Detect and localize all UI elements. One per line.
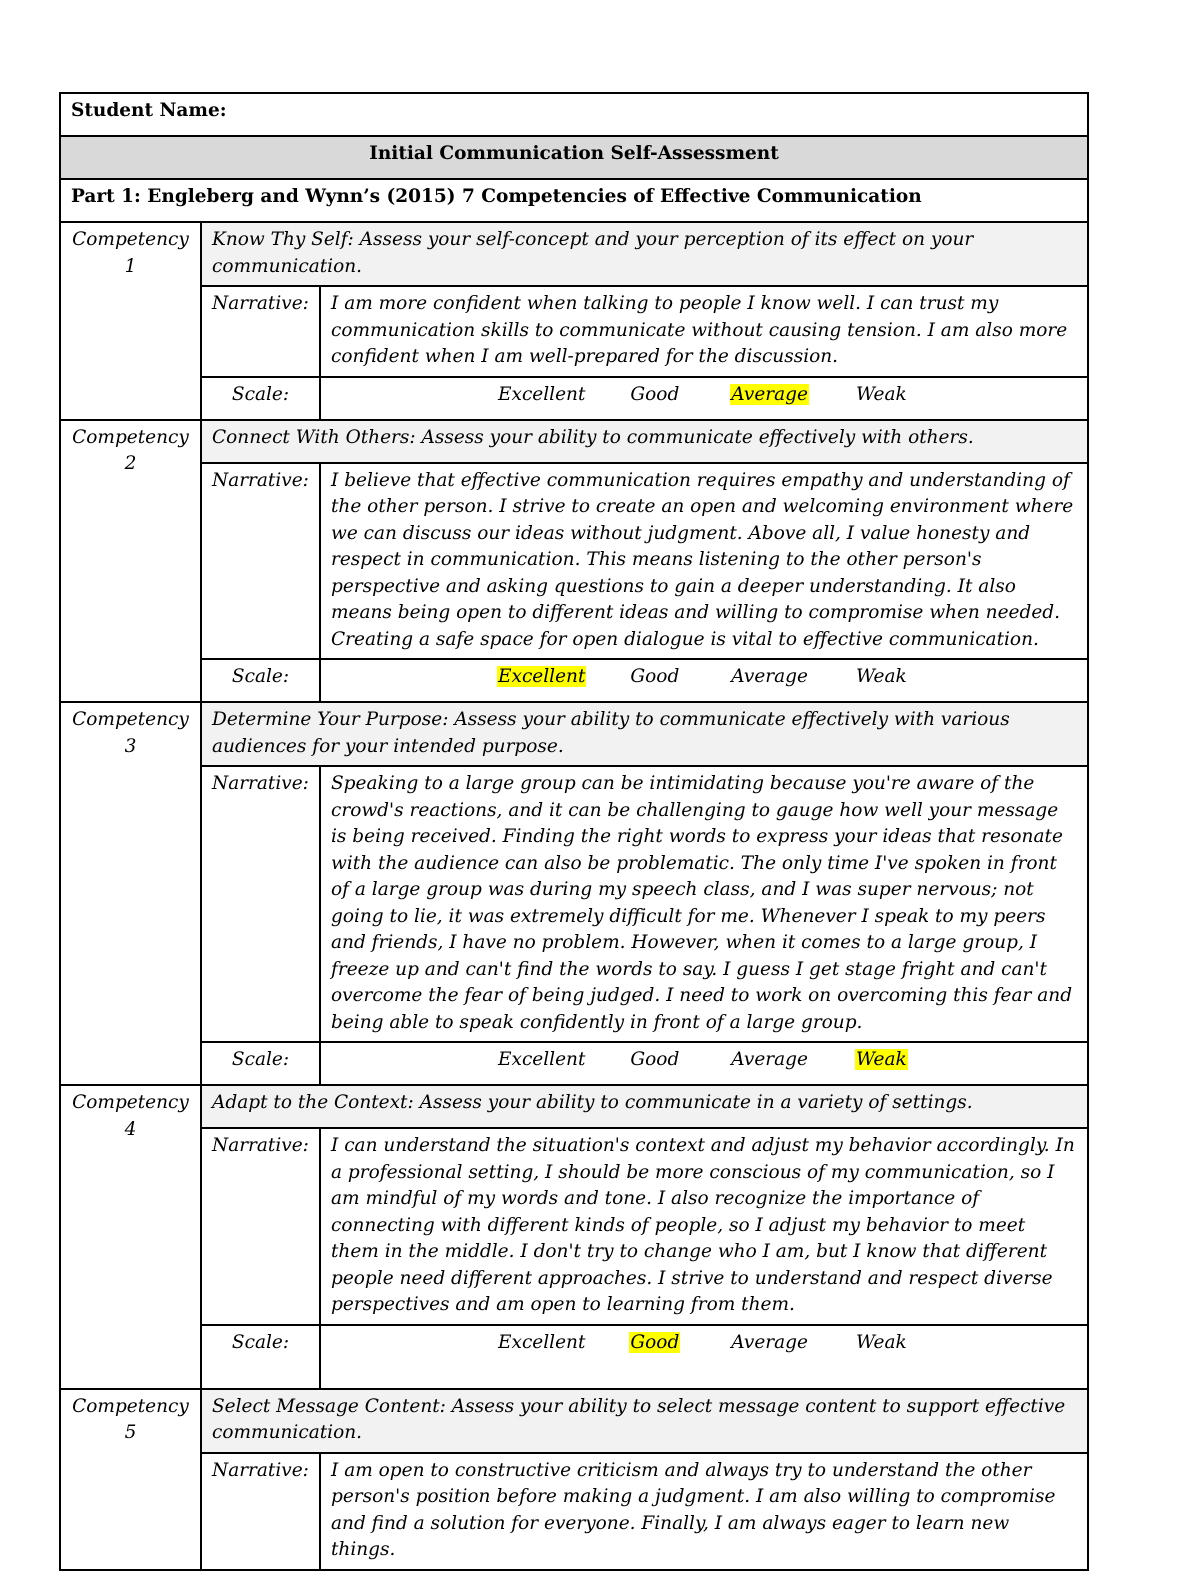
scale-option-good: Good (630, 383, 680, 405)
competency-1-description: Know Thy Self: Assess your self-concept and your perception of its effect on your communication. (201, 222, 1088, 286)
scale-option-weak: Weak (855, 1331, 907, 1353)
self-assessment-table (59, 92, 1089, 1571)
scale-option-average: Average (731, 1049, 808, 1070)
scale-option-good: Good (630, 1331, 680, 1353)
competency-4-description: Adapt to the Context: Assess your ability to communicate in a variety of settings. (201, 1085, 1088, 1128)
competency-2-description: Connect With Others: Assess your ability to communicate effectively with others. (201, 420, 1088, 463)
scale-option-excellent: Excellent (498, 383, 586, 405)
part1-heading: Part 1: Engleberg and Wynn’s (2015) 7 Competencies of Effective Communication (60, 179, 1088, 222)
scale-label: Scale: (201, 1325, 320, 1389)
page-title: Initial Communication Self-Assessment (60, 136, 1088, 179)
narrative-label: Narrative: (201, 1453, 320, 1570)
competency-2-label: Competency 2 (60, 420, 201, 703)
scale-option-average: Average (731, 1331, 808, 1353)
scale-option-excellent: Excellent (498, 666, 586, 687)
student-name-label: Student Name: (60, 93, 1088, 136)
competency-4-label: Competency 4 (60, 1085, 201, 1389)
scale-option-good: Good (630, 666, 680, 687)
scale-option-excellent: Excellent (498, 1049, 586, 1070)
scale-option-weak: Weak (855, 383, 907, 405)
competency-3-description: Determine Your Purpose: Assess your ability to communicate effectively with various audiences for your intended purpose. (201, 702, 1088, 766)
scale-option-weak: Weak (855, 666, 907, 687)
competency-2-scale (320, 659, 1088, 702)
competency-1-narrative: I am more confident when talking to people I know well. I can trust my communication skills to communicate without causing tension. I am also more confident when I am well-prepared for the discussion. (320, 286, 1088, 377)
scale-label: Scale: (201, 377, 320, 420)
scale-option-good: Good (630, 1049, 680, 1070)
competency-5-description: Select Message Content: Assess your ability to select message content to support effective communication. (201, 1389, 1088, 1453)
competency-5-label: Competency 5 (60, 1389, 201, 1570)
competency-1-label: Competency 1 (60, 222, 201, 420)
narrative-label: Narrative: (201, 1128, 320, 1325)
scale-option-weak: Weak (855, 1049, 907, 1070)
narrative-label: Narrative: (201, 766, 320, 1042)
competency-3-scale (320, 1042, 1088, 1085)
scale-option-average: Average (731, 383, 808, 405)
competency-4-narrative: I can understand the situation's context and adjust my behavior accordingly. In a professional setting, I should be more conscious of my communication, so I am mindful of my words and tone. I also recognize the importance of connecting with different kinds of people, so I adjust my behavior to meet them in the middle. I don't try to change who I am, but I know that different people need different approaches. I strive to understand and respect diverse perspectives and am open to learning from them. (320, 1128, 1088, 1325)
competency-1-scale (320, 377, 1088, 420)
narrative-label: Narrative: (201, 286, 320, 377)
competency-5-narrative: I am open to constructive criticism and always try to understand the other person's position before making a judgment. I am also willing to compromise and find a solution for everyone. Finally, I am always eager to learn new things. (320, 1453, 1088, 1570)
competency-3-narrative: Speaking to a large group can be intimidating because you're aware of the crowd's reactions, and it can be challenging to gauge how well your message is being received. Finding the right words to express your ideas that resonate with the audience can also be problematic. The only time I've spoken in front of a large group was during my speech class, and I was super nervous; not going to lie, it was extremely difficult for me. Whenever I speak to my peers and friends, I have no problem. However, when it comes to a large group, I freeze up and can't find the words to say. I guess I get stage fright and can't overcome the fear of being judged. I need to work on overcoming this fear and being able to speak confidently in front of a large group. (320, 766, 1088, 1042)
scale-option-average: Average (731, 666, 808, 687)
competency-2-narrative: I believe that effective communication requires empathy and understanding of the other person. I strive to create an open and welcoming environment where we can discuss our ideas without judgment. Above all, I value honesty and respect in communication. This means listening to the other person's perspective and asking questions to gain a deeper understanding. It also means being open to different ideas and willing to compromise when needed. Creating a safe space for open dialogue is vital to effective communication. (320, 463, 1088, 660)
scale-label: Scale: (201, 1042, 320, 1085)
narrative-label: Narrative: (201, 463, 320, 660)
scale-label: Scale: (201, 659, 320, 702)
competency-4-scale (320, 1325, 1088, 1389)
competency-3-label: Competency 3 (60, 702, 201, 1085)
scale-option-excellent: Excellent (498, 1331, 586, 1353)
